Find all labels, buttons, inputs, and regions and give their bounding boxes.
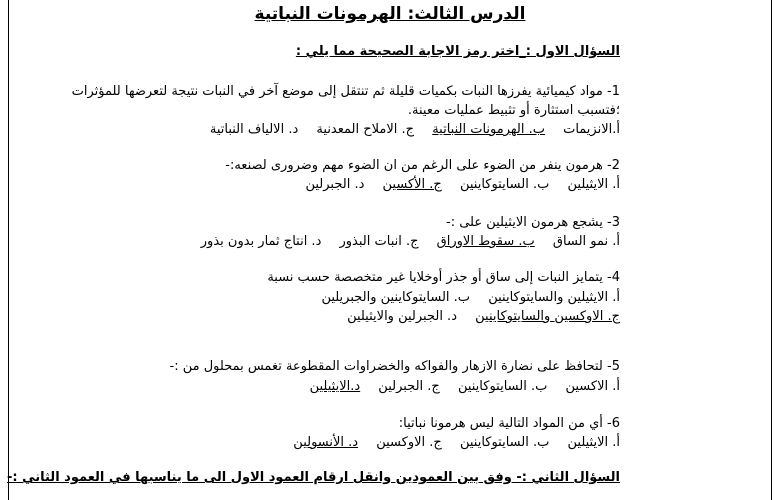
q1-option-c[interactable]: ج. الاملاح المعدنية — [316, 122, 415, 137]
section1-heading: السؤال الاول :_اختر رمز الاجابة الصحيحة مما يلي : — [295, 44, 620, 59]
section2-heading: السؤال الثاني :- وفق بين العمودين وانقل ارقام العمود الاول الى ما يناسبها في العمود الثاني :- — [6, 470, 620, 485]
q2-option-b[interactable]: ب. السايتوكاينين — [459, 177, 550, 192]
q5-option-b[interactable]: ب. السايتوكاينين — [457, 379, 548, 394]
question-4-options-row-2 — [333, 307, 620, 326]
question-1-line-2: ؛فتسبب استثارة أو تثبيط عمليات معينة. — [407, 103, 620, 118]
q4-option-a[interactable]: أ. الايثيلين والسايتوكاينين — [488, 290, 620, 305]
question-2-options — [291, 175, 620, 194]
q5-option-d[interactable]: د.الايثيلين — [309, 379, 361, 394]
question-6-options — [279, 433, 620, 452]
q6-option-d[interactable]: د. الأنسولين — [293, 435, 359, 450]
page-border-left — [8, 0, 9, 500]
q3-option-a[interactable]: أ. نمو الساق — [552, 234, 620, 249]
question-5-text: 5- لتحافظ على نضارة الازهار والفواكه والخضراوات المقطوعة تغمس بمحلول من :- — [169, 359, 620, 374]
question-1-line-1: 1- مواد كيميائية يفرزها النبات بكميات قليلة ثم تنتقل إلى موضع آخر في النبات نتيجة لتعرضها للمؤثرات — [71, 84, 620, 99]
question-3-text: 3- يشجع هرمون الايثيلين على :- — [446, 215, 620, 230]
q5-option-c[interactable]: ج. الجبرلين — [378, 379, 440, 394]
q4-option-d[interactable]: د. الجبرلين والايثيلين — [347, 309, 457, 324]
q3-option-c[interactable]: ج. انبات البذور — [339, 234, 419, 249]
q1-option-b[interactable]: ب. الهرمونات النباتية — [432, 122, 545, 137]
q6-option-c[interactable]: ج. الاوكسين — [376, 435, 442, 450]
q4-option-b[interactable]: ب. السايتوكاينين والجبريلين — [321, 290, 471, 305]
q6-option-a[interactable]: أ. الايثيلين — [567, 435, 620, 450]
page-border-right — [771, 0, 772, 500]
q1-option-a[interactable]: أ.الانزيمات — [563, 122, 620, 137]
lesson-title: الدرس الثالث: الهرمونات النباتية — [254, 4, 526, 24]
q2-option-d[interactable]: د. الجبرلين — [305, 177, 365, 192]
q2-option-a[interactable]: أ. الايثيلين — [567, 177, 620, 192]
q4-option-c[interactable]: ج. الاوكسين والسايتوكاينين — [475, 309, 620, 324]
question-6-text: 6- أي من المواد التالية ليس هرمونا نباتيا: — [398, 416, 620, 431]
question-5-options — [296, 377, 620, 396]
q3-option-d[interactable]: د. انتاج ثمار بدون بذور — [200, 234, 322, 249]
question-1-options — [196, 120, 620, 139]
q5-option-a[interactable]: أ. الاكسين — [565, 379, 620, 394]
question-2-text: 2- هرمون ينفر من الضوء على الرغم من ان الضوء مهم وضرورى لصنعه:- — [225, 158, 620, 173]
question-4-text: 4- يتمايز النبات إلى ساق أو جذر أوخلايا غير متخصصة حسب نسبة — [267, 270, 620, 285]
q2-option-c[interactable]: ج. الأكسين — [382, 177, 442, 192]
question-3-options — [187, 232, 620, 251]
question-4-options-row-1 — [307, 288, 620, 307]
q1-option-d[interactable]: د. الالياف النباتية — [209, 122, 299, 137]
q6-option-b[interactable]: ب. السايتوكاينين — [459, 435, 550, 450]
q3-option-b[interactable]: ب. سقوط الاوراق — [436, 234, 535, 249]
